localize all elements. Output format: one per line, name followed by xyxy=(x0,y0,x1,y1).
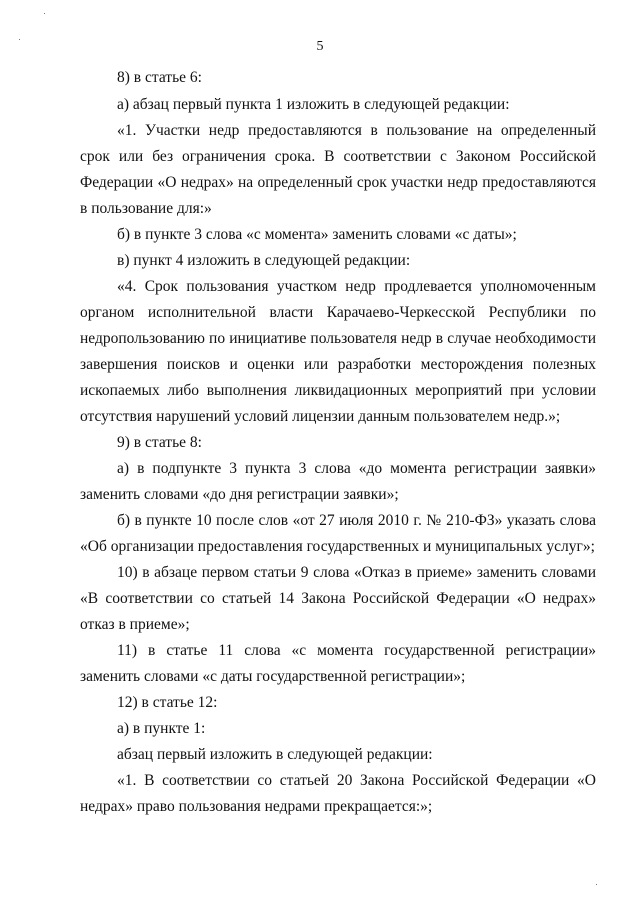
paragraph: 11) в статье 11 слова «с момента государственной регистрации» заменить словами «с даты государственной регистрации»; xyxy=(80,642,596,685)
paragraph: б) в пункте 3 слова «с момента» заменить словами «с даты»; xyxy=(117,226,517,243)
page-number: 5 xyxy=(316,39,324,54)
paragraph: «1. В соответствии со статьей 20 Закона Российской Федерации «О недрах» право пользования недрами прекращается:»; xyxy=(80,772,596,815)
paragraph: в) пункт 4 изложить в следующей редакции: xyxy=(117,252,411,269)
paragraph: «1. Участки недр предоставляются в пользование на определенный срок или без ограничения срока. В соответствии с Законом Российской Федерации «О недрах» на определенный срок участки недр предоставляются в пользование для:» xyxy=(80,122,596,217)
paragraph: а) в пункте 1: xyxy=(117,720,206,737)
paragraph: б) в пункте 10 после слов «от 27 июля 2010 г. № 210-ФЗ» указать слова «Об организации предоставления государственных и муниципальных услуг»; xyxy=(80,512,596,555)
paragraph: а) в подпункте 3 пункта 3 слова «до момента регистрации заявки» заменить словами «до дня регистрации заявки»; xyxy=(80,460,596,503)
paragraph: «4. Срок пользования участком недр продлевается уполномоченным органом исполнительной власти Карачаево-Черкесской Республики по недропользованию по инициативе пользователя недр в случае необходимости завершения поисков и оценки или разработки месторождения полезных ископаемых либо выполнения ликвидационных мероприятий при условии отсутствия нарушений условий лицензии данным пользователем недр.»; xyxy=(80,278,596,425)
paragraph: 9) в статье 8: xyxy=(117,434,202,451)
scan-speck xyxy=(44,13,45,14)
scan-speck xyxy=(596,884,597,885)
paragraph: 10) в абзаце первом статьи 9 слова «Отказ в приеме» заменить словами «В соответствии со статьей 14 Закона Российской Федерации «О недрах» отказ в приеме»; xyxy=(80,564,596,633)
paragraph: 8) в статье 6: xyxy=(117,69,202,86)
paragraph: абзац первый изложить в следующей редакции: xyxy=(117,746,433,763)
paragraph: а) абзац первый пункта 1 изложить в следующей редакции: xyxy=(117,96,510,113)
paragraph: 12) в статье 12: xyxy=(117,694,218,711)
